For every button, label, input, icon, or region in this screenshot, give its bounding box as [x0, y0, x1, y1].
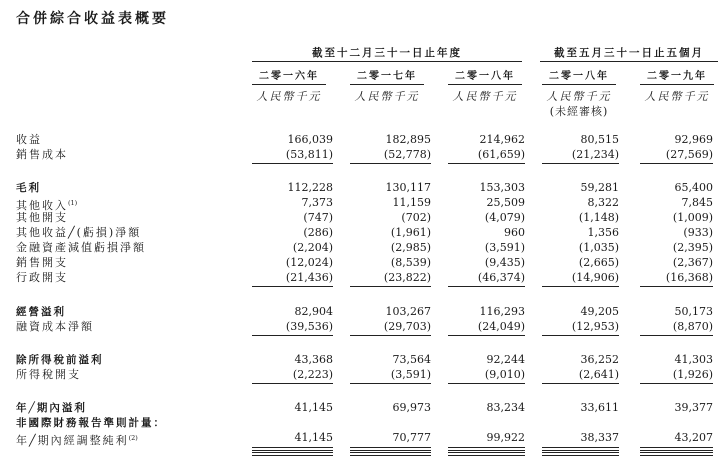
table-cell: (9,435): [484, 256, 525, 269]
table-cell: (2,395): [672, 241, 713, 254]
table-cell: 130,117: [385, 181, 431, 194]
table-cell: 166,039: [287, 133, 333, 146]
table-cell: 103,267: [385, 305, 431, 318]
table-cell: 39,377: [674, 401, 713, 414]
subtotal-rule: [252, 163, 333, 164]
year-header-2017: 二零一七年: [357, 71, 417, 82]
table-cell: 69,973: [392, 401, 431, 414]
table-cell: (2,985): [390, 241, 431, 254]
group-header-five-months-rule: [540, 61, 718, 62]
row-label-profit-before-tax: 除所得稅前溢利: [16, 354, 104, 366]
group-header-years-rule: [252, 61, 522, 62]
table-cell: 960: [504, 226, 525, 239]
row-label-gross-profit: 毛利: [16, 182, 41, 194]
year-rule: [252, 84, 326, 85]
subtotal-rule: [542, 163, 619, 164]
table-cell: (3,591): [484, 241, 525, 254]
double-rule: [350, 452, 431, 456]
row-label-selling-expenses: 銷售開支: [16, 256, 68, 269]
table-cell: (1,035): [578, 241, 619, 254]
page-title: 合併綜合收益表概要: [16, 11, 169, 27]
year-header-2018-5m: 二零一八年: [549, 71, 609, 82]
table-cell: (2,367): [672, 256, 713, 269]
table-cell: 116,293: [479, 305, 525, 318]
table-cell: 41,145: [294, 401, 333, 414]
table-cell: 36,252: [580, 353, 619, 366]
subtotal-rule: [350, 163, 431, 164]
table-cell: (4,079): [484, 211, 525, 224]
table-cell: 83,234: [486, 401, 525, 414]
double-rule: [252, 447, 333, 451]
table-cell: (8,870): [672, 320, 713, 333]
table-cell: 8,322: [587, 196, 619, 209]
table-cell: (1,009): [672, 211, 713, 224]
row-label-other-expenses: 其他開支: [16, 211, 68, 224]
table-cell: 7,373: [301, 196, 333, 209]
row-label-impairment: 金融資產減值虧損淨額: [16, 241, 146, 254]
table-cell: 65,400: [674, 181, 713, 194]
row-label-admin-expenses: 行政開支: [16, 271, 68, 284]
unit-label: 人民幣千元: [452, 90, 518, 103]
row-label-adjusted-net-profit: [16, 431, 138, 448]
subtotal-rule: [350, 383, 431, 384]
subtotal-rule: [542, 286, 619, 287]
table-cell: 7,845: [681, 196, 713, 209]
table-cell: 11,159: [392, 196, 431, 209]
table-cell: 41,303: [674, 353, 713, 366]
double-rule: [448, 452, 525, 456]
subtotal-rule: [640, 383, 713, 384]
table-cell: 50,173: [674, 305, 713, 318]
unit-label: 人民幣千元: [546, 90, 612, 103]
subtotal-rule: [252, 335, 333, 336]
group-header-years: 截至十二月三十一日止年度: [312, 47, 462, 59]
row-label-operating-profit: 經營溢利: [16, 306, 66, 318]
table-cell: (286): [303, 226, 333, 239]
double-rule: [252, 452, 333, 456]
table-cell: 182,895: [385, 133, 431, 146]
table-cell: (8,539): [390, 256, 431, 269]
subtotal-rule: [542, 335, 619, 336]
row-label-revenue: 收益: [16, 133, 42, 146]
table-cell: 92,244: [486, 353, 525, 366]
table-cell: (702): [401, 211, 431, 224]
row-label-text: 其他收入: [16, 199, 68, 212]
row-label-other-gains-losses: 其他收益╱(虧損)淨額: [16, 226, 142, 239]
table-cell: (12,953): [571, 320, 619, 333]
table-cell: (16,368): [665, 271, 713, 284]
double-rule: [640, 452, 713, 456]
table-cell: 214,962: [479, 133, 525, 146]
table-cell: 25,509: [486, 196, 525, 209]
year-header-2018: 二零一八年: [455, 71, 515, 82]
table-cell: 92,969: [674, 133, 713, 146]
table-cell: (46,374): [477, 271, 525, 284]
table-cell: (27,569): [665, 148, 713, 161]
subtotal-rule: [252, 286, 333, 287]
double-rule: [448, 447, 525, 451]
year-rule: [350, 84, 424, 85]
subtotal-rule: [448, 286, 525, 287]
subtotal-rule: [350, 335, 431, 336]
table-cell: (1,961): [390, 226, 431, 239]
table-cell: (23,822): [383, 271, 431, 284]
double-rule: [542, 447, 619, 451]
table-cell: (12,024): [285, 256, 333, 269]
year-header-2016: 二零一六年: [259, 71, 319, 82]
table-cell: (2,641): [578, 368, 619, 381]
table-cell: (2,665): [578, 256, 619, 269]
subtotal-rule: [640, 335, 713, 336]
unit-label: 人民幣千元: [256, 90, 322, 103]
group-header-five-months: 截至五月三十一日止五個月: [554, 47, 704, 59]
table-cell: 43,207: [674, 431, 713, 444]
table-cell: 43,368: [294, 353, 333, 366]
table-cell: 1,356: [587, 226, 619, 239]
subtotal-rule: [542, 383, 619, 384]
table-cell: 99,922: [486, 431, 525, 444]
footnote-marker: (1): [68, 199, 78, 207]
table-cell: (14,906): [571, 271, 619, 284]
table-cell: (21,436): [285, 271, 333, 284]
table-cell: 59,281: [580, 181, 619, 194]
table-cell: (3,591): [390, 368, 431, 381]
year-rule: [542, 84, 616, 85]
table-cell: (9,010): [484, 368, 525, 381]
table-cell: (39,536): [285, 320, 333, 333]
table-cell: (1,926): [672, 368, 713, 381]
table-cell: (53,811): [285, 148, 333, 161]
table-cell: 49,205: [580, 305, 619, 318]
table-cell: (1,148): [578, 211, 619, 224]
row-label-finance-costs: 融資成本淨額: [16, 320, 94, 333]
unaudited-label: (未經審核): [549, 105, 609, 118]
table-cell: 41,145: [294, 431, 333, 444]
table-cell: (2,204): [292, 241, 333, 254]
subtotal-rule: [640, 163, 713, 164]
subtotal-rule: [350, 286, 431, 287]
table-cell: (29,703): [383, 320, 431, 333]
double-rule: [640, 447, 713, 451]
row-label-income-tax: 所得稅開支: [16, 368, 81, 381]
table-cell: 70,777: [392, 431, 431, 444]
subtotal-rule: [448, 335, 525, 336]
table-cell: 80,515: [580, 133, 619, 146]
table-cell: (933): [683, 226, 713, 239]
table-cell: 73,564: [392, 353, 431, 366]
double-rule: [542, 452, 619, 456]
table-cell: 112,228: [287, 181, 333, 194]
table-cell: 82,904: [294, 305, 333, 318]
table-cell: (2,223): [292, 368, 333, 381]
year-header-2019-5m: 二零一九年: [647, 71, 707, 82]
row-label-profit-for-period: 年╱期內溢利: [16, 402, 87, 414]
subtotal-rule: [640, 286, 713, 287]
double-rule: [350, 447, 431, 451]
year-rule: [448, 84, 522, 85]
table-cell: 33,611: [580, 401, 619, 414]
table-cell: 38,337: [580, 431, 619, 444]
row-label-cost-of-sales: 銷售成本: [16, 148, 68, 161]
table-cell: (747): [303, 211, 333, 224]
footnote-marker: (2): [128, 434, 138, 442]
table-cell: 153,303: [479, 181, 525, 194]
table-cell: (52,778): [383, 148, 431, 161]
unit-label: 人民幣千元: [354, 90, 420, 103]
table-cell: (21,234): [571, 148, 619, 161]
table-cell: (61,659): [477, 148, 525, 161]
year-rule: [640, 84, 714, 85]
subtotal-rule: [448, 383, 525, 384]
subtotal-rule: [252, 383, 333, 384]
table-cell: (24,049): [477, 320, 525, 333]
row-label-text: 年╱期內經調整純利: [16, 434, 129, 447]
row-label-non-ifrs: 非國際財務報告準則計量：: [16, 417, 166, 429]
unit-label: 人民幣千元: [644, 90, 710, 103]
subtotal-rule: [448, 163, 525, 164]
